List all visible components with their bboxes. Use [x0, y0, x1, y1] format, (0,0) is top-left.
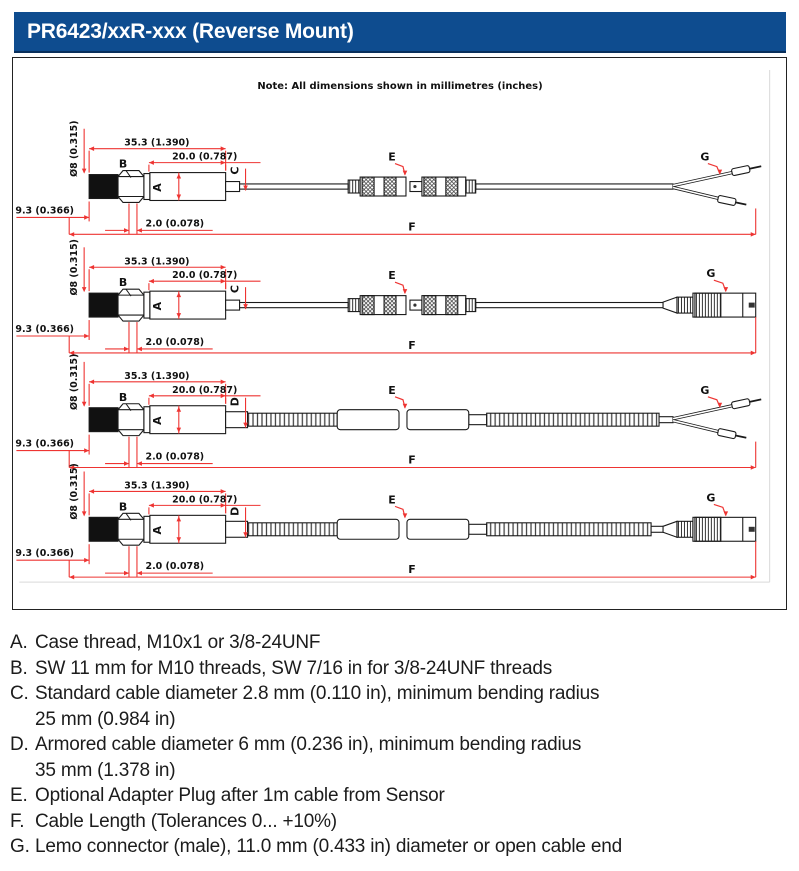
svg-text:C: C [228, 166, 242, 175]
svg-text:Ø8 (0.315): Ø8 (0.315) [69, 120, 81, 177]
legend-item-e [10, 783, 799, 809]
legend-text: Standard cable diameter 2.8 mm (0.110 in), minimum bending radius [35, 683, 600, 704]
datasheet-page [0, 12, 799, 860]
svg-text:F: F [408, 220, 416, 234]
legend-key: D. [10, 734, 29, 755]
sensor-tip [89, 408, 118, 432]
svg-text:Ø8 (0.315): Ø8 (0.315) [69, 463, 81, 520]
sensor-tip [89, 293, 118, 317]
svg-text:E: E [388, 269, 396, 283]
armor-sleeve [248, 523, 338, 536]
legend-text-continuation: 25 mm (0.984 in) [35, 708, 176, 730]
hex-nut [118, 289, 144, 321]
svg-text:35.3 (1.390): 35.3 (1.390) [124, 370, 190, 382]
svg-text:F: F [408, 563, 416, 577]
open-cable-end [673, 396, 762, 441]
wire-ferrule [717, 428, 747, 441]
svg-text:20.0 (0.787): 20.0 (0.787) [172, 384, 238, 396]
svg-text:F: F [408, 453, 416, 467]
armor-fitting [226, 412, 248, 428]
hex-nut [118, 404, 144, 436]
legend-key: E. [10, 785, 28, 806]
legend-key: B. [10, 657, 28, 679]
svg-text:G: G [706, 267, 716, 281]
svg-text:2.0 (0.078): 2.0 (0.078) [145, 451, 205, 463]
legend-text-continuation: 35 mm (1.378 in) [35, 759, 176, 781]
svg-text:A: A [150, 183, 164, 192]
svg-text:B: B [118, 390, 128, 404]
svg-text:G: G [700, 150, 710, 164]
svg-text:C: C [228, 285, 242, 294]
svg-text:B: B [118, 500, 128, 514]
svg-text:D: D [228, 397, 242, 407]
svg-text:F: F [408, 338, 416, 352]
lemo-connector [663, 293, 756, 317]
svg-text:35.3 (1.390): 35.3 (1.390) [124, 137, 190, 149]
section-title: PR6423/xxR-xxx (Reverse Mount) [27, 19, 354, 43]
svg-text:A: A [150, 416, 164, 425]
adapter-plug [348, 177, 476, 196]
svg-text:35.3 (1.390): 35.3 (1.390) [124, 256, 190, 268]
legend-text: Cable Length (Tolerances 0... +10%) [35, 810, 337, 832]
svg-text:E: E [388, 150, 396, 164]
legend-item-a [10, 630, 799, 656]
technical-drawing [13, 58, 786, 609]
svg-text:9.3 (0.366): 9.3 (0.366) [15, 324, 74, 336]
svg-text:9.3 (0.366): 9.3 (0.366) [15, 548, 74, 560]
sensor-tip [89, 517, 118, 541]
cable-neck [226, 300, 240, 310]
nut-washer [144, 407, 150, 433]
nut-washer [144, 516, 150, 542]
svg-text:E: E [388, 493, 396, 507]
legend-key: F. [10, 810, 25, 832]
adapter-plug [337, 410, 469, 430]
svg-text:20.0 (0.787): 20.0 (0.787) [172, 151, 238, 163]
legend-key: G. [10, 836, 30, 857]
lemo-connector [663, 517, 756, 541]
armor-fitting [226, 521, 248, 537]
legend-item-f [10, 809, 799, 835]
svg-text:E: E [388, 383, 396, 397]
wire-ferrule [717, 195, 747, 208]
cable-neck [226, 182, 240, 192]
wire-ferrule [731, 396, 762, 409]
svg-text:A: A [150, 526, 164, 535]
svg-text:9.3 (0.366): 9.3 (0.366) [15, 205, 74, 217]
legend-text: Lemo connector (male), 11.0 mm (0.433 in) diameter or open cable end [35, 836, 622, 857]
svg-text:35.3 (1.390): 35.3 (1.390) [124, 480, 190, 492]
open-cable-end [673, 163, 762, 208]
nut-washer [144, 292, 150, 318]
drawing-armored-cable-lemo-connector [15, 463, 755, 579]
sensor-tip [89, 175, 118, 199]
legend-text: Case thread, M10x1 or 3/8-24UNF [35, 632, 321, 653]
section-header [14, 12, 786, 53]
svg-text:A: A [150, 301, 164, 311]
nut-washer [144, 174, 150, 200]
adapter-plug [348, 296, 476, 315]
legend-item-g [10, 834, 799, 860]
dimensions-note: Note: All dimensions shown in millimetres (inches) [257, 80, 543, 92]
svg-text:G: G [700, 383, 710, 397]
legend-item-d [10, 732, 799, 783]
svg-text:B: B [118, 276, 128, 290]
drawing-standard-cable-lemo-connector [15, 239, 755, 355]
svg-text:B: B [118, 157, 128, 171]
figure-box [12, 57, 787, 610]
legend-item-b [10, 656, 799, 682]
svg-text:2.0 (0.078): 2.0 (0.078) [145, 561, 205, 573]
hex-nut [118, 513, 144, 545]
svg-text:Ø8 (0.315): Ø8 (0.315) [69, 239, 81, 296]
svg-text:D: D [228, 506, 242, 516]
svg-text:2.0 (0.078): 2.0 (0.078) [145, 218, 205, 230]
wire-ferrule [731, 163, 762, 176]
legend [10, 630, 799, 860]
hex-nut [118, 171, 144, 203]
svg-text:20.0 (0.787): 20.0 (0.787) [172, 494, 238, 506]
svg-text:G: G [706, 491, 716, 505]
legend-text: Optional Adapter Plug after 1m cable from Sensor [35, 785, 445, 806]
drawing-standard-cable-open-end [15, 120, 762, 236]
svg-text:20.0 (0.787): 20.0 (0.787) [172, 270, 238, 282]
armor-sleeve [248, 413, 338, 426]
drawing-armored-cable-open-end [15, 354, 762, 470]
adapter-plug [337, 519, 469, 539]
svg-text:9.3 (0.366): 9.3 (0.366) [15, 438, 74, 450]
legend-key: A. [10, 632, 28, 653]
legend-text: SW 11 mm for M10 threads, SW 7/16 in for 3/8-24UNF threads [35, 657, 553, 679]
legend-key: C. [10, 683, 29, 704]
legend-item-c [10, 681, 799, 732]
legend-text: Armored cable diameter 6 mm (0.236 in), minimum bending radius [35, 734, 582, 755]
svg-text:Ø8 (0.315): Ø8 (0.315) [69, 353, 81, 411]
svg-text:2.0 (0.078): 2.0 (0.078) [145, 336, 205, 348]
